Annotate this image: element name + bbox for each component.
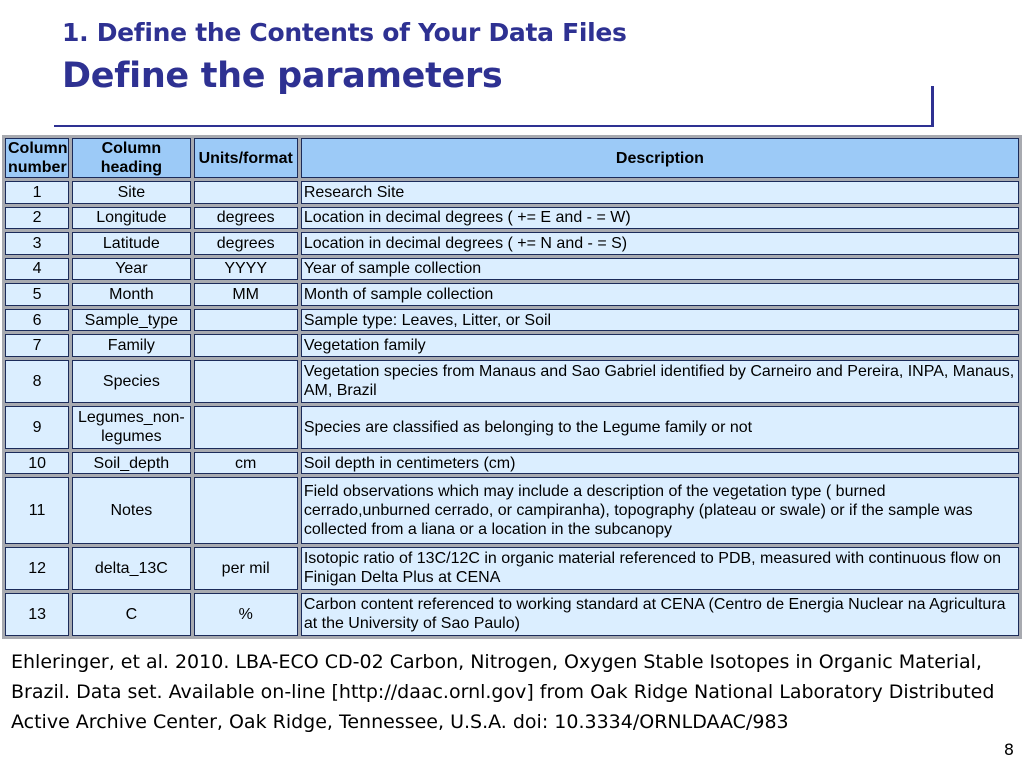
- parameters-table-container: [2, 135, 1022, 639]
- table-row: [5, 181, 1019, 204]
- header-column-number: Column number: [5, 138, 69, 178]
- table-row: [5, 593, 1019, 636]
- cell-column-number: 2: [5, 207, 69, 230]
- cell-column-number: 10: [5, 452, 69, 475]
- table-row: [5, 258, 1019, 281]
- cell-units-format: [194, 360, 298, 403]
- cell-column-heading: delta_13C: [72, 547, 190, 590]
- table-header-row: [5, 138, 1019, 178]
- cell-column-number: 12: [5, 547, 69, 590]
- table-row: [5, 232, 1019, 255]
- title-underline: [54, 125, 934, 127]
- cell-units-format: per mil: [194, 547, 298, 590]
- header-column-heading: Column heading: [72, 138, 190, 178]
- cell-column-heading: Latitude: [72, 232, 190, 255]
- table-row: [5, 283, 1019, 306]
- table-row: [5, 547, 1019, 590]
- citation-text: Ehleringer, et al. 2010. LBA-ECO CD-02 Carbon, Nitrogen, Oxygen Stable Isotopes in Organic Material, Brazil. Data set. Available on-line [http://daac.ornl.gov] from Oak Ridge National Laboratory Distributed Active Archive Center, Oak Ridge, Tennessee, U.S.A. doi: 10.3334/ORNLDAAC/983: [11, 651, 995, 733]
- cell-column-number: 6: [5, 309, 69, 332]
- cell-column-number: 4: [5, 258, 69, 281]
- cell-units-format: YYYY: [194, 258, 298, 281]
- cell-column-heading: Longitude: [72, 207, 190, 230]
- cell-units-format: [194, 477, 298, 544]
- header-description: Description: [301, 138, 1019, 178]
- cell-column-heading: Sample_type: [72, 309, 190, 332]
- cell-description: Vegetation family: [301, 334, 1019, 357]
- cell-column-heading: Month: [72, 283, 190, 306]
- cell-column-number: 5: [5, 283, 69, 306]
- cell-description: Carbon content referenced to working standard at CENA (Centro de Energia Nuclear na Agricultura at the University of Sao Paulo): [301, 593, 1019, 636]
- cell-units-format: %: [194, 593, 298, 636]
- cell-description: Sample type: Leaves, Litter, or Soil: [301, 309, 1019, 332]
- cell-column-number: 13: [5, 593, 69, 636]
- cell-column-number: 7: [5, 334, 69, 357]
- cell-column-number: 9: [5, 406, 69, 449]
- cell-description: Vegetation species from Manaus and Sao Gabriel identified by Carneiro and Pereira, INPA, Manaus, AM, Brazil: [301, 360, 1019, 403]
- cell-description: Year of sample collection: [301, 258, 1019, 281]
- cell-description: Location in decimal degrees ( += N and - = S): [301, 232, 1019, 255]
- cell-column-heading: Site: [72, 181, 190, 204]
- table-row: [5, 360, 1019, 403]
- table-row: [5, 406, 1019, 449]
- page-number: 8: [1003, 740, 1014, 759]
- cell-column-heading: Soil_depth: [72, 452, 190, 475]
- cell-units-format: degrees: [194, 232, 298, 255]
- slide-title-block: [62, 14, 627, 100]
- table-row: [5, 334, 1019, 357]
- cell-units-format: [194, 334, 298, 357]
- table-row: [5, 207, 1019, 230]
- header-units-format: Units/format: [194, 138, 298, 178]
- cell-column-heading: Family: [72, 334, 190, 357]
- cell-units-format: [194, 181, 298, 204]
- cell-column-number: 3: [5, 232, 69, 255]
- slide-title: Define the parameters: [62, 56, 503, 96]
- cell-units-format: degrees: [194, 207, 298, 230]
- cell-column-heading: C: [72, 593, 190, 636]
- cell-units-format: [194, 406, 298, 449]
- cell-column-number: 11: [5, 477, 69, 544]
- cell-description: Research Site: [301, 181, 1019, 204]
- title-underline-tick: [931, 86, 934, 127]
- table-row: [5, 309, 1019, 332]
- cell-description: Isotopic ratio of 13C/12C in organic material referenced to PDB, measured with continuous flow on Finigan Delta Plus at CENA: [301, 547, 1019, 590]
- cell-column-number: 8: [5, 360, 69, 403]
- cell-column-heading: Notes: [72, 477, 190, 544]
- cell-description: Field observations which may include a description of the vegetation type ( burned cerrado,unburned cerrado, or campiranha), topography (plateau or swale) or if the sample was collected from a liana or a location in the subcanopy: [301, 477, 1019, 544]
- cell-units-format: cm: [194, 452, 298, 475]
- cell-units-format: MM: [194, 283, 298, 306]
- cell-description: Location in decimal degrees ( += E and - = W): [301, 207, 1019, 230]
- table-body: [5, 181, 1019, 636]
- table-row: [5, 477, 1019, 544]
- cell-units-format: [194, 309, 298, 332]
- cell-column-number: 1: [5, 181, 69, 204]
- slide-section-title: 1. Define the Contents of Your Data Files: [62, 18, 627, 47]
- table-row: [5, 452, 1019, 475]
- cell-description: Soil depth in centimeters (cm): [301, 452, 1019, 475]
- cell-column-heading: Year: [72, 258, 190, 281]
- cell-description: Species are classified as belonging to the Legume family or not: [301, 406, 1019, 449]
- parameters-table: [2, 135, 1022, 639]
- cell-column-heading: Legumes_non-legumes: [72, 406, 190, 449]
- cell-description: Month of sample collection: [301, 283, 1019, 306]
- cell-column-heading: Species: [72, 360, 190, 403]
